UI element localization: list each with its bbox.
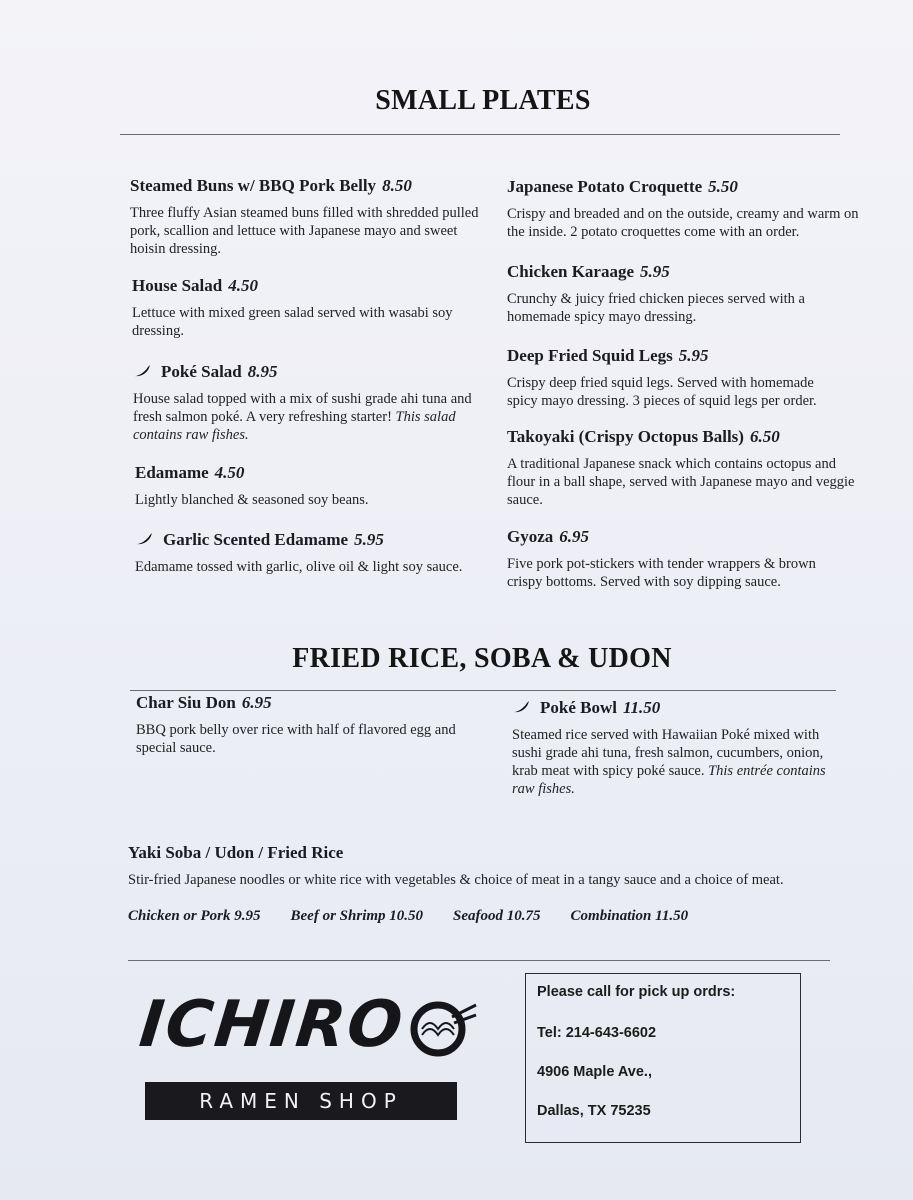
item-price: 8.50 [382,176,412,195]
fried-rice-title: FRIED RICE, SOBA & UDON [292,643,672,674]
menu-item [507,527,847,591]
item-description: Three fluffy Asian steamed buns filled with shredded pulled pork, scallion and lettuce with Japanese mayo and sweet hoisin dressing. [130,205,479,257]
menu-item [128,843,828,889]
menu-item [507,262,837,326]
item-name: Gyoza [507,527,554,546]
item-name: Japanese Potato Croquette [507,177,703,196]
chili-pepper-icon [512,700,530,714]
yaki-price-options [128,908,688,925]
item-description: Lettuce with mixed green salad served with wasabi soy dressing. [132,305,453,339]
item-name: Poké Bowl [540,698,617,717]
item-name: Yaki Soba / Udon / Fried Rice [128,843,344,862]
item-name: Deep Fried Squid Legs [507,346,673,365]
price-option: Combination 11.50 [570,908,689,924]
item-description: Five pork pot-stickers with tender wrappers & brown crispy bottoms. Served with soy dipping sauce. [507,556,816,590]
menu-item [507,427,862,509]
small-plates-rule [120,134,840,135]
menu-item [133,362,478,444]
item-name: House Salad [132,276,223,295]
price-option: Seafood 10.75 [453,908,541,924]
item-description: BBQ pork belly over rice with half of flavored egg and special sauce. [136,722,456,756]
item-description: Stir-fried Japanese noodles or white rice with vegetables & choice of meat in a tangy sauce and a choice of meat. [128,872,784,888]
item-name: Chicken Karaage [507,262,635,281]
menu-item [135,530,495,576]
chili-pepper-icon [135,532,153,546]
item-name: Edamame [135,463,209,482]
price-option: Chicken or Pork 9.95 [128,908,261,924]
item-name: Garlic Scented Edamame [163,530,349,549]
menu-item [130,176,490,258]
logo-tagline: RAMEN SHOP [145,1082,457,1120]
raw-fish-note: This entrée contains raw fishes. [512,763,826,797]
item-description: House salad topped with a mix of sushi grade ahi tuna and fresh salmon poké. A very refreshing starter! [133,391,472,425]
item-price: 8.95 [247,362,278,381]
menu-item [512,698,847,798]
item-description: Edamame tossed with garlic, olive oil & light soy sauce. [135,559,463,575]
item-price: 4.50 [214,463,245,482]
menu-item [132,276,492,340]
item-description: Crunchy & juicy fried chicken pieces served with a homemade spicy mayo dressing. [507,291,805,325]
item-description: Steamed rice served with Hawaiian Poké mixed with sushi grade ahi tuna, fresh salmon, cucumbers, onion, krab meat with spicy poké sauce. [512,727,824,779]
item-name: Char Siu Don [136,693,236,712]
item-description: Crispy and breaded and on the outside, creamy and warm on the inside. 2 potato croquettes come with an order. [507,206,859,240]
item-price: 6.50 [749,427,780,446]
contact-address-line2: Dallas, TX 75235 [537,1103,651,1119]
contact-address-line1: 4906 Maple Ave., [537,1064,652,1080]
item-name: Takoyaki (Crispy Octopus Balls) [507,427,744,446]
item-price: 5.50 [708,177,738,196]
item-price: 5.95 [640,262,670,281]
item-description: Crispy deep fried squid legs. Served with homemade spicy mayo dressing. 3 pieces of squid legs per order. [507,375,817,409]
menu-item [507,346,842,410]
item-price: 11.50 [622,698,661,717]
ramen-bowl-icon [408,987,478,1067]
item-price: 6.95 [559,527,590,546]
small-plates-title: SMALL PLATES [375,85,591,116]
price-option: Beef or Shrimp 10.50 [290,908,424,924]
fried-rice-rule [130,690,836,691]
menu-item [136,693,486,757]
item-price: 6.95 [241,693,272,712]
contact-phone: Tel: 214-643-6602 [537,1025,657,1041]
item-name: Poké Salad [161,362,242,381]
item-name: Steamed Buns w/ BBQ Pork Belly [130,176,377,195]
item-price: 5.95 [678,346,709,365]
item-price: 5.95 [354,530,384,549]
logo-wordmark: ICHIRO [136,988,408,1062]
item-description: Lightly blanched & seasoned soy beans. [135,492,369,508]
menu-item [507,177,862,241]
contact-heading: Please call for pick up ordrs: [537,984,736,1000]
item-price: 4.50 [228,276,258,295]
menu-item [135,463,495,509]
contact-box [525,973,801,1143]
raw-fish-note: This salad contains raw fishes. [133,409,456,443]
chili-pepper-icon [133,364,151,378]
item-description: A traditional Japanese snack which contains octopus and flour in a ball shape, served with Japanese mayo and veggie sauce. [507,456,855,508]
ichiro-logo [136,985,480,1125]
footer-rule [128,960,830,961]
